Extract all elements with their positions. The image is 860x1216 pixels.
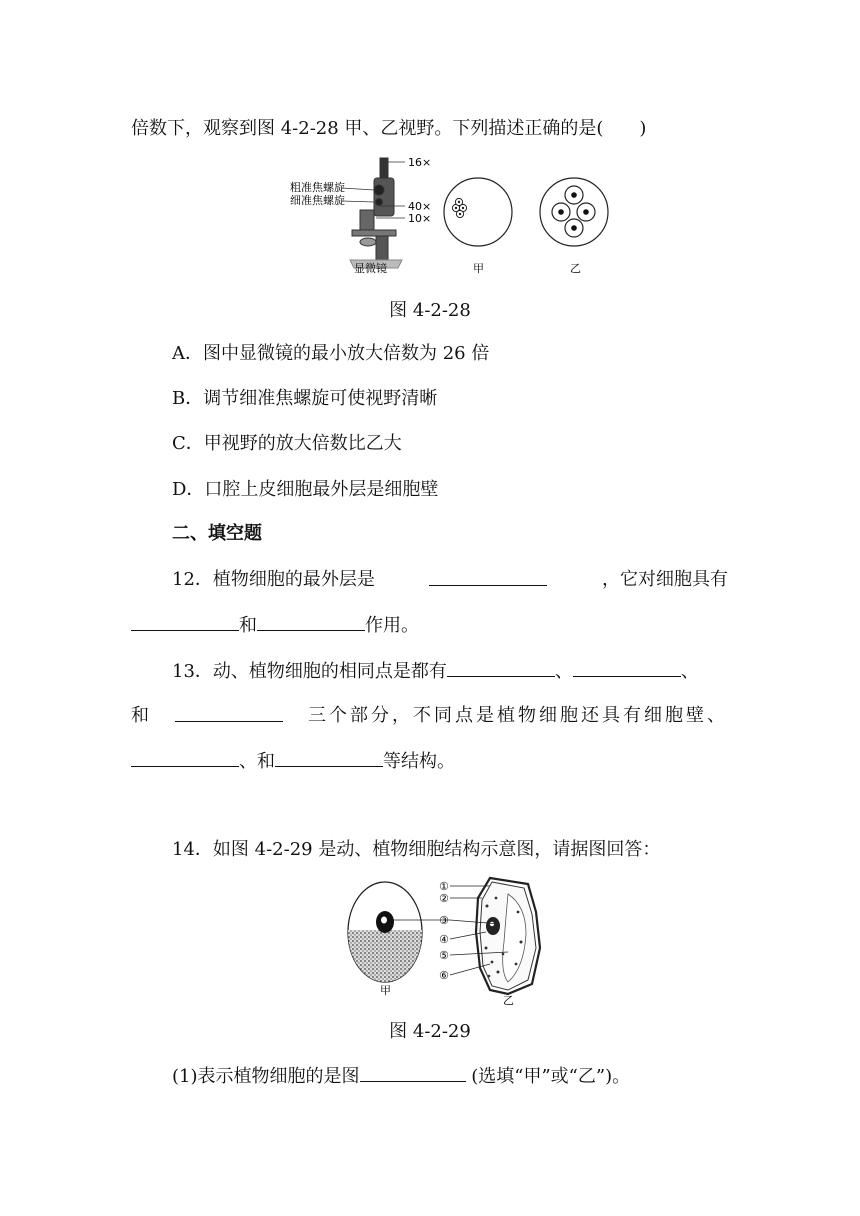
q13-blank-1[interactable] (447, 658, 555, 677)
figure-caption-4-2-28: 图 4-2-28 (389, 300, 471, 321)
q11-stem: 倍数下，观察到图 4-2-28 甲、乙视野。下列描述正确的是( ) (131, 118, 647, 139)
marker-5: ⑤ (439, 949, 449, 962)
microscope-illustration (350, 158, 402, 268)
animal-cell-label: 甲 (380, 984, 391, 997)
q12-blank-1[interactable] (429, 567, 547, 586)
q12-text-1: 12．植物细胞的最外层是 (172, 569, 375, 590)
marker-3: ③ (439, 914, 449, 927)
marker-2: ② (439, 892, 449, 905)
q13-text-4: 、和 (239, 751, 275, 772)
view-jia-label: 甲 (473, 262, 484, 275)
q14-intro: 14．如图 4-2-29 是动、植物细胞结构示意图，请据图回答： (172, 839, 661, 860)
figure-4-2-29 (340, 872, 560, 1012)
objective-40-label: 40× (408, 200, 432, 213)
q13-sep-1: 、 (554, 661, 573, 682)
q12-blank-3[interactable] (257, 612, 365, 631)
plant-cell (476, 878, 540, 994)
q13-blank-2[interactable] (573, 658, 681, 677)
plant-cell-label: 乙 (503, 994, 514, 1007)
q12-text-4: 作用。 (365, 615, 419, 636)
q12-line1 (172, 567, 728, 593)
q13-sep-2: 、 (680, 661, 699, 682)
q13-text-1: 13．动、植物细胞的相同点是都有 (172, 661, 447, 682)
marker-1: ① (439, 880, 449, 893)
fine-focus-label: 细准焦螺旋 (290, 194, 345, 207)
figure-caption-4-2-29: 图 4-2-29 (389, 1021, 471, 1042)
view-yi (540, 178, 608, 246)
animal-cell (345, 882, 425, 990)
option-d[interactable]: D．口腔上皮细胞最外层是细胞壁 (172, 479, 439, 500)
q14-sub1-text-2: (选填“甲”或“乙”)。 (471, 1066, 631, 1087)
q13-line3 (131, 748, 455, 775)
q13-text-3: 三个部分，不同点是植物细胞还具有细胞壁、 (308, 705, 728, 726)
q14-sub1-text-1: (1)表示植物细胞的是图 (172, 1066, 360, 1087)
view-yi-label: 乙 (570, 262, 581, 275)
q13-text-2: 和 (131, 705, 149, 726)
microscope-label: 显微镜 (354, 262, 387, 275)
q14-sub1-blank[interactable] (360, 1063, 466, 1082)
q12-blank-2[interactable] (131, 612, 239, 631)
q13-text-5: 等结构。 (383, 751, 455, 772)
marker-4: ④ (439, 933, 449, 946)
q12-line2 (131, 612, 419, 639)
eyepiece-label: 16× (408, 156, 432, 169)
q13-blank-5[interactable] (275, 748, 383, 767)
view-jia (444, 178, 512, 246)
q13-line2 (131, 703, 728, 729)
option-c[interactable]: C．甲视野的放大倍数比乙大 (172, 433, 402, 454)
coarse-focus-label: 粗准焦螺旋 (290, 181, 345, 194)
q13-blank-3[interactable] (175, 703, 283, 722)
q12-text-2: ，它对细胞具有 (602, 569, 728, 590)
option-b[interactable]: B．调节细准焦螺旋可使视野清晰 (172, 388, 438, 409)
q14-sub1 (172, 1063, 630, 1090)
marker-6: ⑥ (439, 969, 449, 982)
figure-4-2-28 (280, 150, 620, 280)
option-a[interactable]: A．图中显微镜的最小放大倍数为 26 倍 (172, 343, 490, 364)
q13-blank-4[interactable] (131, 748, 239, 767)
objective-10-label: 10× (408, 212, 432, 225)
q13-line1 (172, 658, 699, 685)
section-title: 二、填空题 (172, 523, 262, 544)
q12-text-3: 和 (239, 615, 257, 636)
